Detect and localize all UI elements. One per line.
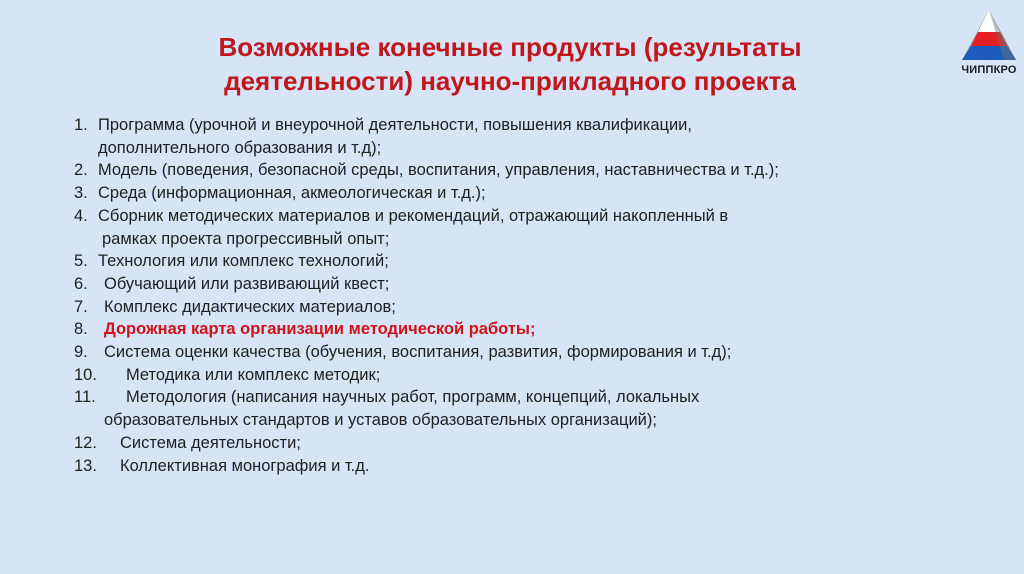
list-text: Сборник методических материалов и рекомендаций, отражающий накопленный в — [98, 206, 729, 225]
list-number: 4. — [74, 206, 88, 225]
list-number: 8. — [74, 320, 88, 339]
list-text: Комплекс дидактических материалов; — [104, 297, 396, 316]
list-number: 13. — [74, 456, 97, 475]
list-item — [74, 250, 974, 273]
list-number: 6. — [74, 274, 88, 293]
list-text: Программа (урочной и внеурочной деятельности, повышения квалификации, — [98, 116, 692, 134]
list-item — [74, 386, 974, 431]
list-item — [74, 432, 974, 455]
products-list — [74, 114, 974, 477]
list-text: Модель (поведения, безопасной среды, воспитания, управления, наставничества и т.д.); — [98, 161, 779, 180]
list-item — [74, 182, 974, 205]
slide-title — [80, 30, 940, 98]
logo — [958, 8, 1020, 80]
triangle-pyramid-logo-icon — [960, 8, 1018, 64]
list-number: 1. — [74, 116, 88, 134]
list-item — [74, 364, 974, 387]
list-item — [74, 455, 974, 478]
list-item — [74, 114, 974, 159]
list-number: 3. — [74, 184, 88, 203]
list-text: Система оценки качества (обучения, воспитания, развития, формирования и т.д); — [104, 343, 732, 362]
list-text-continuation: дополнительного образования и т.д); — [98, 138, 382, 157]
list-number: 10. — [74, 365, 97, 384]
list-text: Технология или комплекс технологий; — [98, 252, 389, 271]
list-text: Обучающий или развивающий квест; — [104, 274, 390, 293]
list-item — [74, 341, 974, 364]
list-text: Среда (информационная, акмеологическая и т.д.); — [98, 184, 486, 203]
list-item — [74, 296, 974, 319]
list-item-highlighted — [74, 318, 974, 341]
list-number: 7. — [74, 297, 88, 316]
list-text: Дорожная карта организации методической работы; — [104, 320, 536, 339]
title-line-2: деятельности) научно-прикладного проекта — [224, 66, 796, 96]
list-item — [74, 273, 974, 296]
list-text: Методика или комплекс методик; — [126, 365, 381, 384]
list-number: 2. — [74, 161, 88, 180]
list-number: 9. — [74, 343, 88, 362]
logo-text: ЧИППКРО — [961, 64, 1017, 76]
list-item — [74, 159, 974, 182]
list-text: Система деятельности; — [120, 433, 301, 452]
list-number: 5. — [74, 252, 88, 271]
list-text: Методология (написания научных работ, программ, концепций, локальных — [126, 388, 700, 407]
list-text-continuation: образовательных стандартов и уставов образовательных организаций); — [104, 411, 657, 430]
list-text: Коллективная монография и т.д. — [120, 456, 370, 475]
list-text-continuation: рамках проекта прогрессивный опыт; — [102, 229, 390, 248]
list-number: 12. — [74, 433, 97, 452]
title-line-1: Возможные конечные продукты (результаты — [218, 32, 802, 62]
list-item — [74, 205, 974, 250]
list-number: 11. — [74, 388, 96, 407]
